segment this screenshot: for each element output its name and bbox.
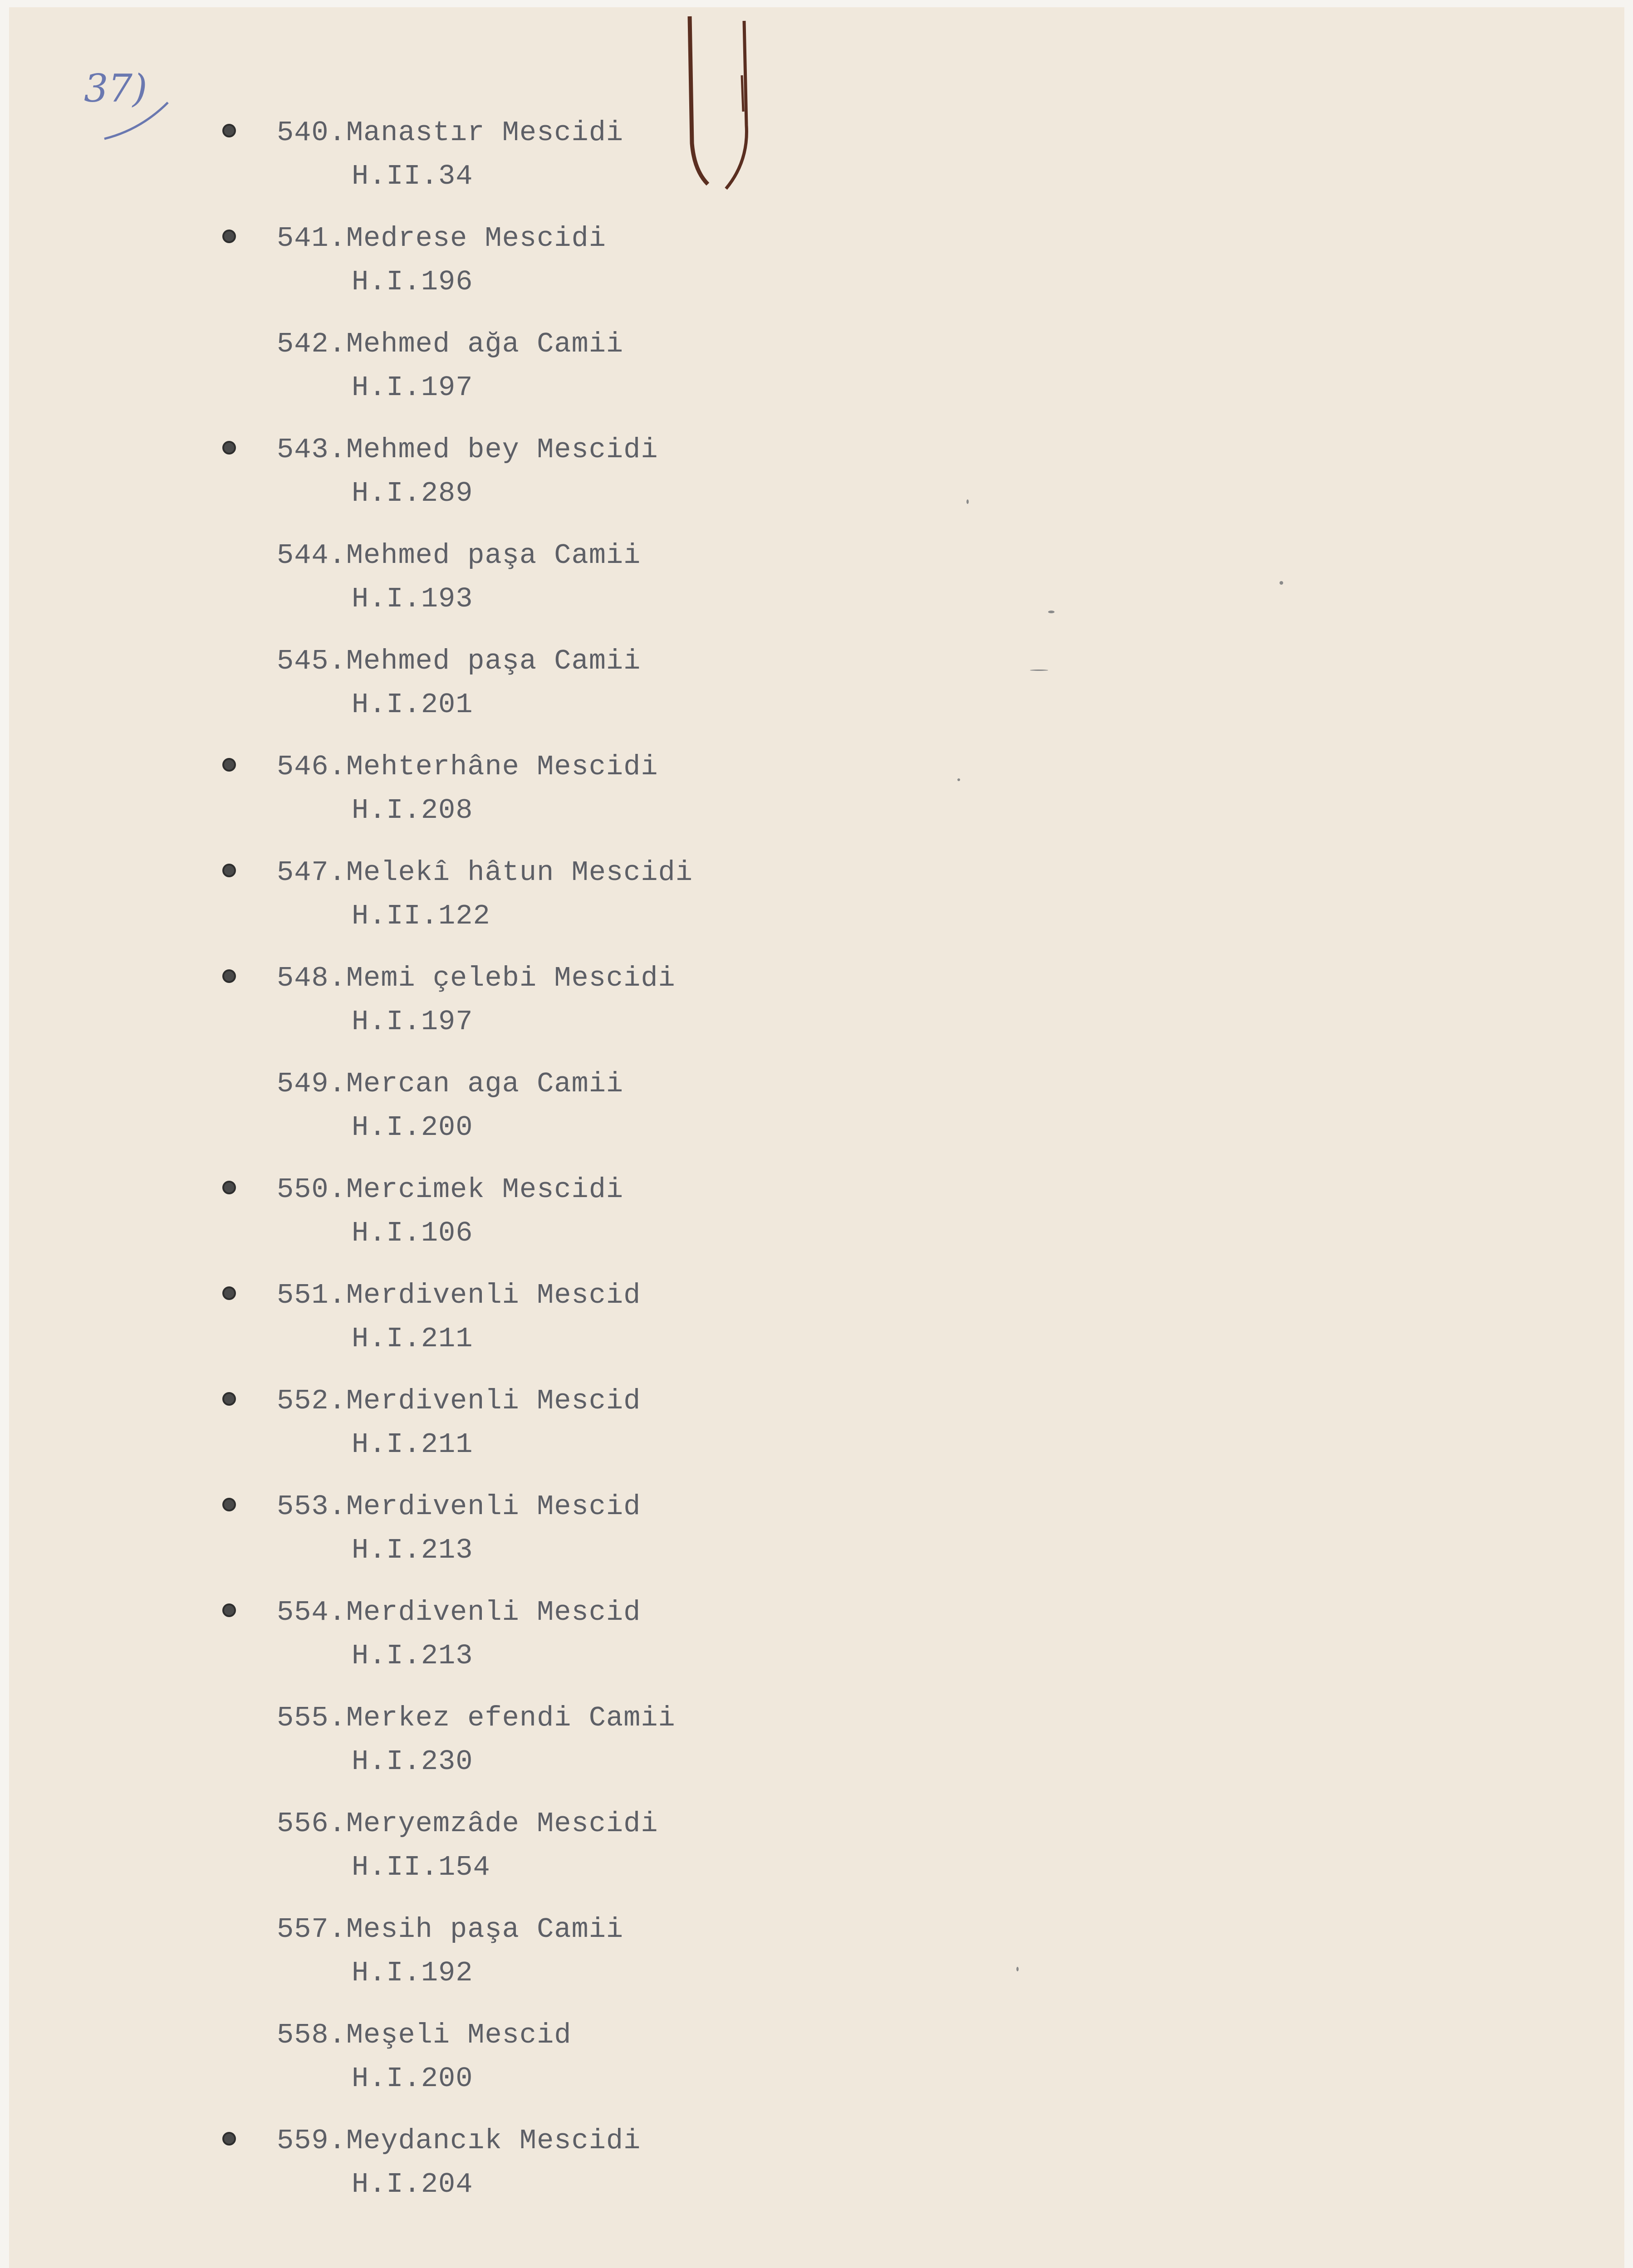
bullet-mark-icon xyxy=(222,124,236,137)
list-item xyxy=(9,1809,917,1905)
entry-title: 559.Meydancık Mescidi xyxy=(277,2125,641,2157)
paper-speck xyxy=(1030,670,1048,671)
list-item xyxy=(9,118,917,214)
entry-title: 550.Mercimek Mescidi xyxy=(277,1173,624,1206)
bullet-mark-icon xyxy=(222,1498,236,1511)
entry-title: 551.Merdivenli Mescid xyxy=(277,1279,641,1311)
bullet-mark-icon xyxy=(222,441,236,455)
handwritten-page-number: 37) xyxy=(84,66,147,111)
entry-reference: H.I.213 xyxy=(352,1640,473,1672)
list-item xyxy=(9,541,917,636)
entry-title: 543.Mehmed bey Mescidi xyxy=(277,434,658,466)
entry-title: 557.Mesih paşa Camii xyxy=(277,1913,624,1945)
list-item xyxy=(9,435,917,531)
bullet-mark-icon xyxy=(222,2132,236,2146)
entry-title: 541.Medrese Mescidi xyxy=(277,222,606,254)
entry-title: 558.Meşeli Mescid xyxy=(277,2019,572,2051)
list-item xyxy=(9,224,917,319)
entry-reference: H.I.193 xyxy=(352,583,473,615)
entry-reference: H.I.192 xyxy=(352,1957,473,1989)
list-item xyxy=(9,647,917,742)
entry-reference: H.I.204 xyxy=(352,2168,473,2200)
entry-reference: H.I.289 xyxy=(352,477,473,509)
bullet-mark-icon xyxy=(222,1286,236,1300)
list-item xyxy=(9,858,917,953)
entry-reference: H.I.201 xyxy=(352,689,473,721)
bullet-mark-icon xyxy=(222,969,236,983)
list-item xyxy=(9,1387,917,1482)
list-item xyxy=(9,1175,917,1271)
list-item xyxy=(9,1915,917,2010)
entry-reference: H.I.211 xyxy=(352,1428,473,1461)
paper-speck xyxy=(966,499,969,504)
entry-reference: H.I.106 xyxy=(352,1217,473,1249)
entry-reference: H.I.230 xyxy=(352,1745,473,1778)
bullet-mark-icon xyxy=(222,758,236,772)
list-item xyxy=(9,964,917,1059)
entry-list xyxy=(9,7,1624,2268)
list-item xyxy=(9,1492,917,1588)
entry-title: 553.Merdivenli Mescid xyxy=(277,1491,641,1523)
entry-title: 556.Meryemzâde Mescidi xyxy=(277,1808,658,1840)
document-page xyxy=(9,7,1624,2268)
list-item xyxy=(9,1070,917,1165)
entry-title: 555.Merkez efendi Camii xyxy=(277,1702,676,1734)
entry-title: 547.Melekî hâtun Mescidi xyxy=(277,856,693,889)
paper-speck xyxy=(1016,1967,1019,1971)
entry-title: 544.Mehmed paşa Camii xyxy=(277,539,641,572)
entry-title: 542.Mehmed ağa Camii xyxy=(277,328,624,360)
list-item xyxy=(9,330,917,425)
entry-title: 552.Merdivenli Mescid xyxy=(277,1385,641,1417)
list-item xyxy=(9,753,917,848)
entry-title: 548.Memi çelebi Mescidi xyxy=(277,962,676,994)
list-item xyxy=(9,1704,917,1799)
entry-title: 554.Merdivenli Mescid xyxy=(277,1596,641,1628)
entry-reference: H.I.211 xyxy=(352,1323,473,1355)
entry-reference: H.I.213 xyxy=(352,1534,473,1566)
bullet-mark-icon xyxy=(222,1603,236,1617)
paper-speck xyxy=(1280,581,1283,585)
entry-reference: H.I.197 xyxy=(352,1006,473,1038)
bullet-mark-icon xyxy=(222,864,236,877)
entry-title: 546.Mehterhâne Mescidi xyxy=(277,751,658,783)
entry-title: 545.Mehmed paşa Camii xyxy=(277,645,641,677)
list-item xyxy=(9,1598,917,1693)
list-item xyxy=(9,2021,917,2116)
bullet-mark-icon xyxy=(222,1181,236,1194)
bullet-mark-icon xyxy=(222,230,236,243)
entry-reference: H.I.200 xyxy=(352,2063,473,2095)
list-item xyxy=(9,1281,917,1376)
entry-title: 540.Manastır Mescidi xyxy=(277,117,624,149)
entry-title: 549.Mercan aga Camii xyxy=(277,1068,624,1100)
bullet-mark-icon xyxy=(222,1392,236,1406)
entry-reference: H.II.154 xyxy=(352,1851,490,1883)
entry-reference: H.I.200 xyxy=(352,1111,473,1144)
entry-reference: H.I.196 xyxy=(352,266,473,298)
paper-speck xyxy=(957,778,960,781)
entry-reference: H.II.34 xyxy=(352,160,473,192)
list-item xyxy=(9,2126,917,2222)
entry-reference: H.II.122 xyxy=(352,900,490,932)
entry-reference: H.I.208 xyxy=(352,794,473,826)
entry-reference: H.I.197 xyxy=(352,371,473,404)
paper-speck xyxy=(1048,611,1054,613)
